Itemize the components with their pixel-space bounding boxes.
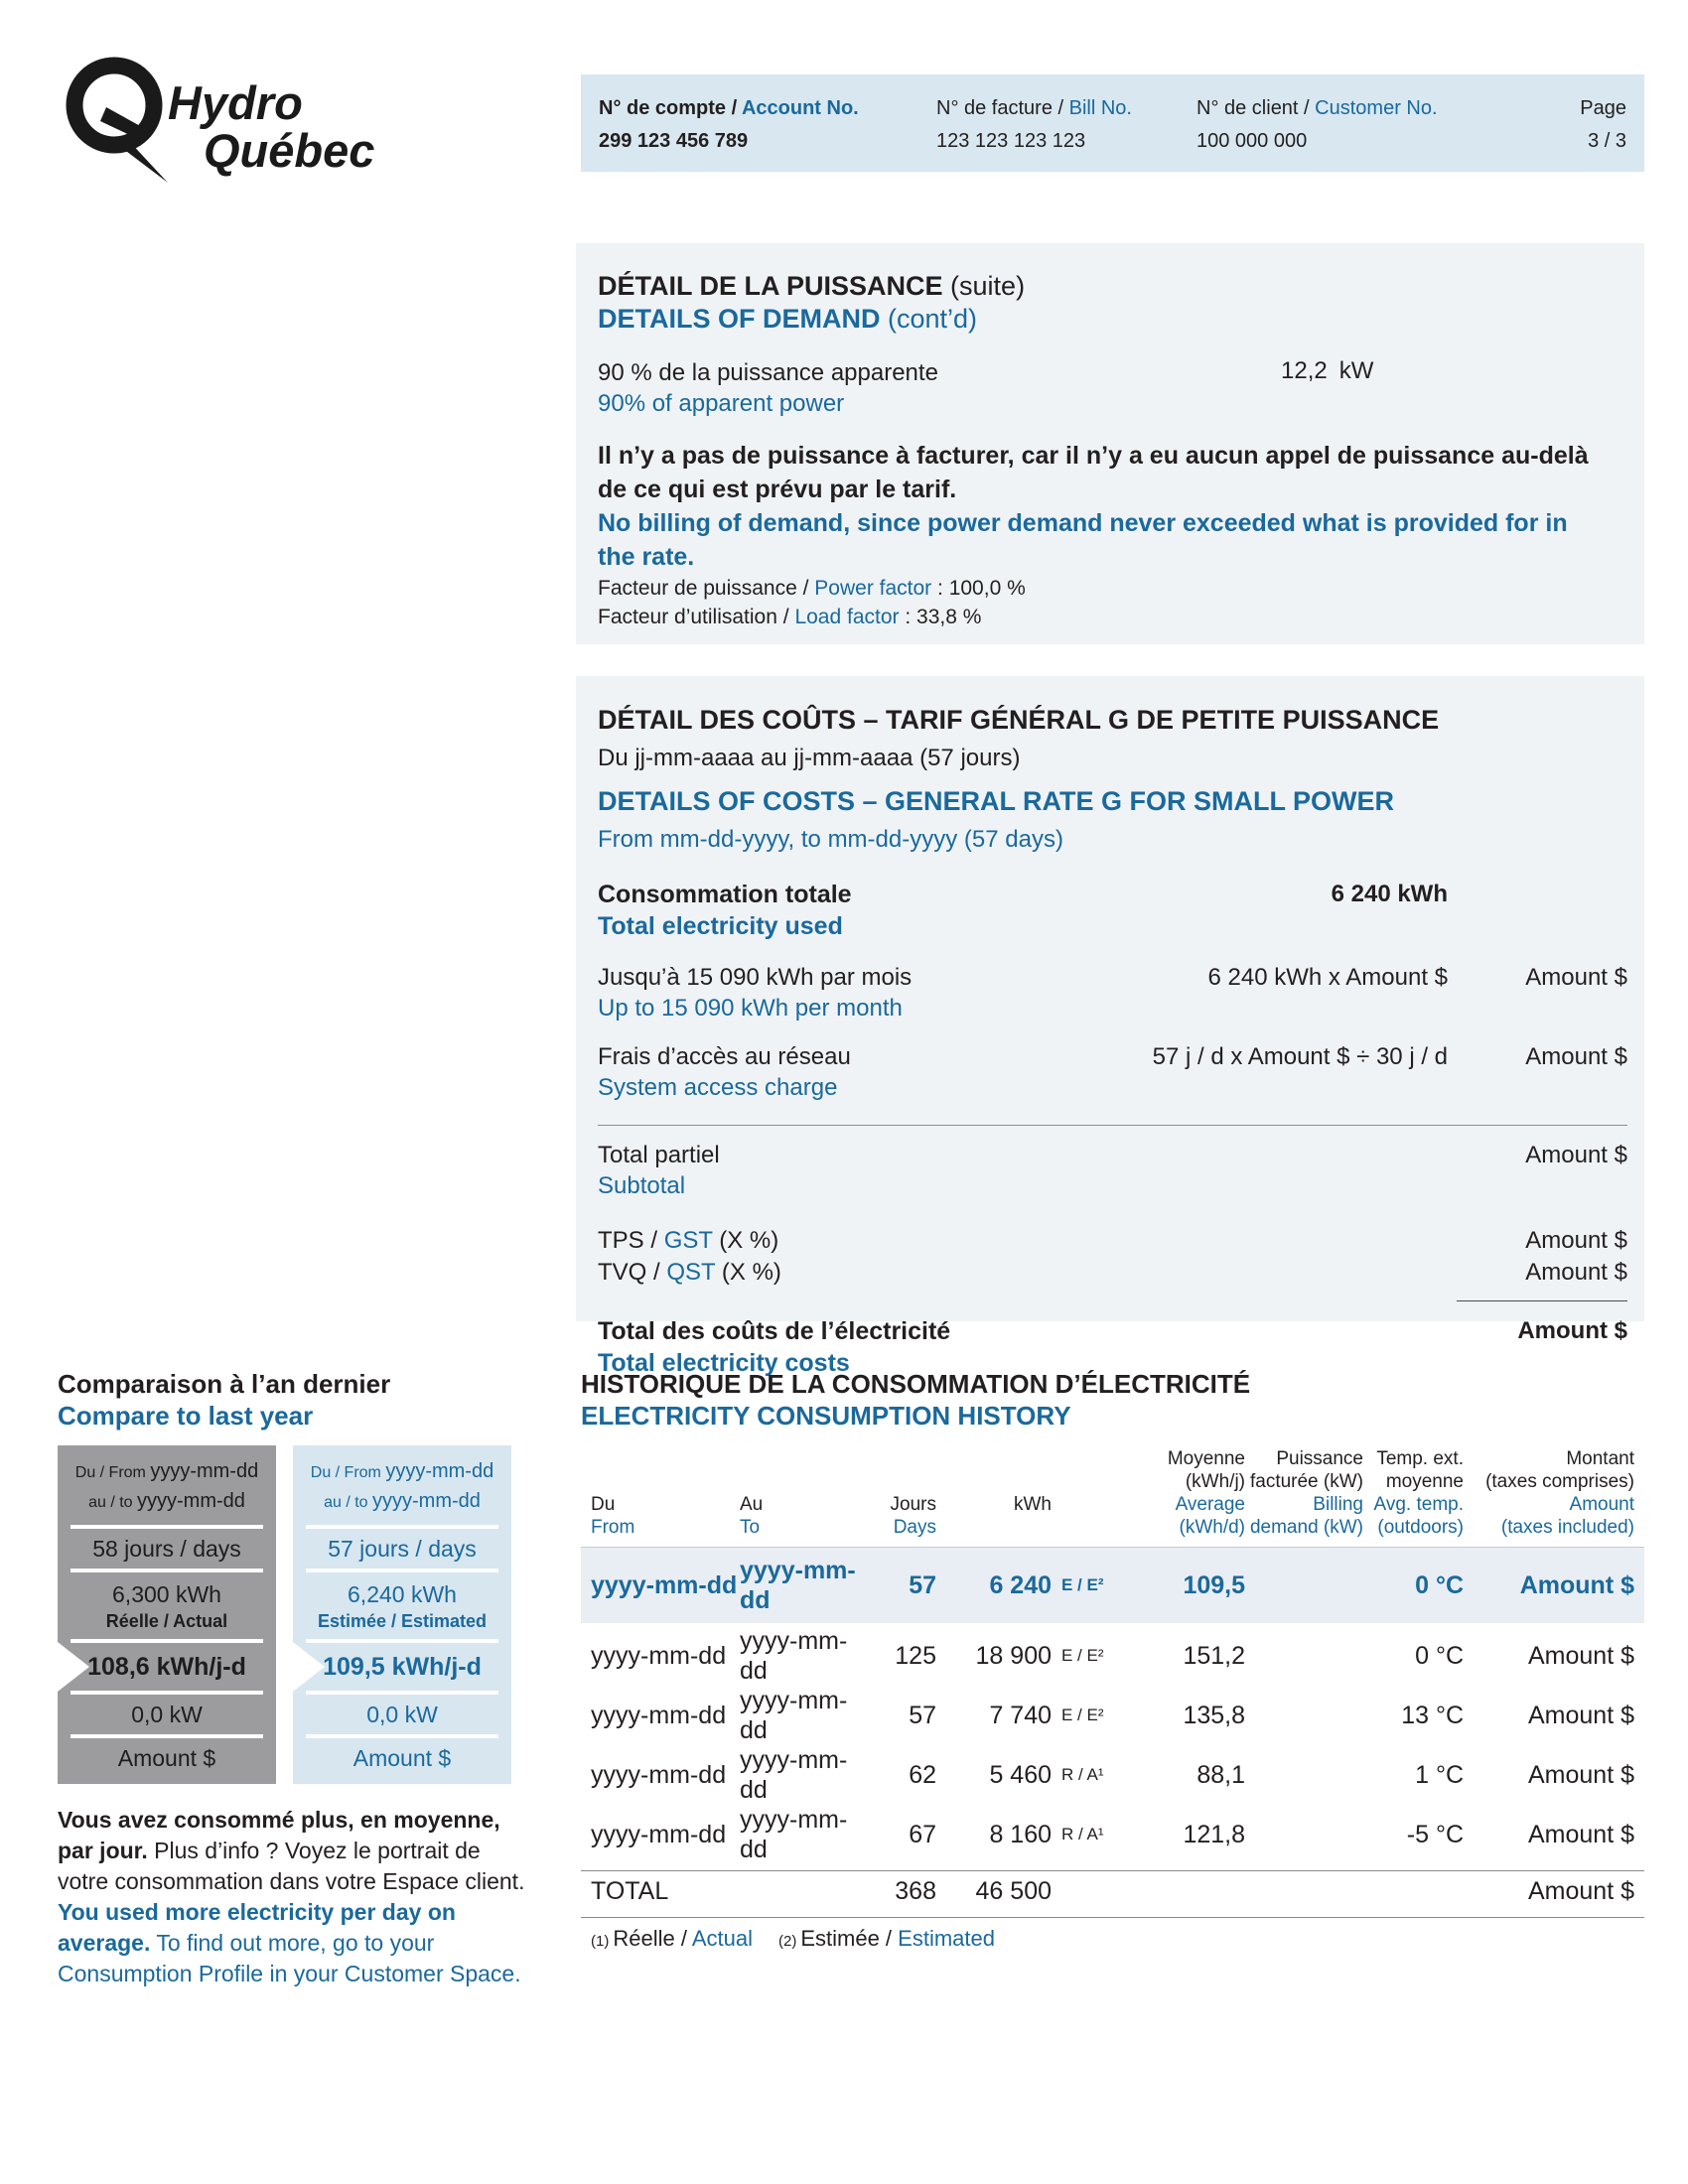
customer-number-value: 100 000 000 [1196,130,1308,152]
customer-number-label [1196,96,1580,120]
history-title-fr: HISTORIQUE DE LA CONSOMMATION D’ÉLECTRICITÉ [581,1369,1251,1399]
cell-amount: Amount $ [1519,1571,1634,1599]
demand-title-en-main: DETAILS OF DEMAND [598,304,881,334]
divider [70,1569,263,1572]
comparison-note-fr-rest: Plus d’info ? Voyez le portrait de votre consommation dans votre Espace client. [58,1838,525,1894]
current-to-value: yyyy-mm-dd [372,1490,481,1512]
history-row [581,1745,1644,1805]
comparison-box-last-year [58,1445,276,1784]
cell-from: yyyy-mm-dd [591,1821,727,1848]
gst-label [598,1225,1448,1256]
lastyear-to-value: yyyy-mm-dd [137,1490,245,1512]
col-amount-en2: (taxes included) [1500,1517,1634,1538]
subtotal-divider [598,1125,1627,1126]
col-header-to [740,1493,867,1539]
current-to-label: au / to [324,1494,373,1511]
costs-period-fr: Du jj-mm-aaaa au jj-mm-aaaa (57 jours) [598,745,1021,771]
lastyear-to-line [58,1487,276,1517]
cell-average: 135,8 [1183,1702,1245,1729]
lastyear-to-label: au / to [88,1494,138,1511]
current-kwh: 6,240 kWh [348,1581,457,1607]
lastyear-amount: Amount $ [117,1745,216,1771]
demand-title-en [598,303,1624,336]
lastyear-from-line [58,1457,276,1487]
cell-amount: Amount $ [1527,1761,1634,1789]
col-header-average [1132,1447,1245,1539]
demand-title-fr [598,270,1624,303]
total-kwh: 46 500 [975,1877,1052,1905]
current-kwh-per-day: 109,5 kWh/j-d [293,1643,511,1691]
col-temp-fr2: moyenne [1385,1471,1464,1492]
energy-tier-label-fr: Jusqu’à 15 090 kWh par mois [598,964,913,991]
cell-reading-tag: E / E² [1061,1706,1104,1724]
access-charge-label-en: System access charge [598,1074,838,1101]
current-days: 57 jours / days [328,1536,477,1562]
lastyear-from-label: Du / From [74,1464,151,1481]
col-from-fr: Du [591,1494,616,1515]
cell-from: yyyy-mm-dd [591,1642,727,1670]
col-to-en: To [740,1517,761,1538]
power-factor-fr: Facteur de puissance / [598,577,815,600]
account-number-block [599,96,936,172]
col-demand-fr2: facturée (kW) [1249,1471,1363,1492]
cell-average: 121,8 [1183,1821,1245,1848]
power-factor-line [598,574,1624,603]
history-total-divider-bottom [581,1917,1644,1918]
page-indicator [1580,96,1626,172]
cell-reading-tag: E / E² [1061,1575,1104,1594]
total-consumption-value: 6 240 kWh [1331,881,1448,907]
comparison-boxes [58,1445,511,1784]
bill-number-block [936,96,1196,172]
cell-to: yyyy-mm-dd [740,1557,856,1614]
total-costs-amount: Amount $ [1517,1317,1627,1344]
divider [306,1569,498,1572]
apparent-power-row [598,357,1624,419]
cell-to: yyyy-mm-dd [740,1806,848,1863]
history-row [581,1805,1644,1864]
current-reading-kind: Estimée / Estimated [317,1611,488,1631]
total-consumption-labels [598,879,1332,942]
total-consumption-row [598,879,1627,942]
comparison-note-fr [58,1805,526,1897]
col-avg-fr1: Moyenne [1167,1448,1245,1469]
energy-tier-row [598,962,1627,1024]
comparison-box-current [293,1445,511,1784]
cell-temp: 1 °C [1415,1761,1464,1789]
load-factor-en: Load factor [794,606,900,628]
lastyear-reading-kind: Réelle / Actual [105,1611,228,1631]
history-legend [581,1924,1644,1957]
col-amount-fr2: (taxes comprises) [1485,1471,1634,1492]
apparent-power-label-en: 90% of apparent power [598,390,845,417]
energy-tier-calc: 6 240 kWh x Amount $ [1207,964,1448,991]
qst-label-rate: (X %) [715,1259,781,1286]
lastyear-kwh-per-day: 108,6 kWh/j-d [58,1643,276,1691]
apparent-power-value [1281,357,1373,385]
col-days-fr: Jours [890,1494,936,1515]
cell-from: yyyy-mm-dd [591,1571,738,1599]
cell-kwh: 8 160 [989,1821,1052,1848]
col-amount-en1: Amount [1569,1494,1634,1515]
cell-amount: Amount $ [1527,1642,1634,1670]
comparison-note-en [58,1897,526,1989]
customer-label-fr: N° de client / [1196,97,1316,119]
total-divider [1457,1300,1627,1301]
subtotal-label-en: Subtotal [598,1172,686,1199]
cell-kwh: 6 240 [989,1571,1052,1599]
history-title-en: ELECTRICITY CONSUMPTION HISTORY [581,1401,1071,1431]
hydro-quebec-logo [55,50,382,189]
history-row [581,1686,1644,1745]
cell-temp: 0 °C [1415,1642,1464,1670]
history-total-row [581,1871,1644,1911]
gst-amount: Amount $ [1525,1227,1627,1254]
col-from-en: From [591,1517,635,1538]
cell-to: yyyy-mm-dd [740,1687,848,1744]
current-from-value: yyyy-mm-dd [385,1460,494,1482]
col-header-temp [1363,1447,1464,1539]
history-row-current [581,1547,1644,1623]
cell-from: yyyy-mm-dd [591,1702,727,1729]
energy-tier-label-en: Up to 15 090 kWh per month [598,995,903,1022]
demand-title-fr-note: (suite) [942,271,1026,301]
access-charge-calc: 57 j / d x Amount $ ÷ 30 j / d [1152,1043,1448,1070]
col-temp-en2: (outdoors) [1377,1517,1464,1538]
comparison-title-en: Compare to last year [58,1401,314,1431]
cell-reading-tag: E / E² [1061,1646,1104,1665]
legend-marker-2: (2) [778,1933,797,1950]
comparison-note-en-rest: To find out more, go to your Consumption Profile in your Customer Space. [58,1930,521,1986]
col-temp-fr1: Temp. ext. [1376,1448,1464,1469]
comparison-title-fr: Comparaison à l’an dernier [58,1369,391,1399]
qst-amount: Amount $ [1525,1259,1627,1286]
comparison-title-block [58,1368,390,1432]
costs-period-en: From mm-dd-yyyy, to mm-dd-yyyy (57 days) [598,826,1063,853]
cell-amount: Amount $ [1527,1702,1634,1729]
comparison-note-fr-bold: Vous avez consommé plus, en moyenne, par jour. [58,1807,500,1863]
subtotal-amount: Amount $ [1525,1142,1627,1168]
col-demand-en2: demand (kW) [1249,1517,1363,1538]
gst-label-fr: TPS / [598,1227,664,1254]
col-kwh-fr: kWh [1014,1494,1052,1515]
customer-number-block [1196,96,1580,172]
cell-from: yyyy-mm-dd [591,1761,727,1789]
col-header-from [591,1493,740,1539]
history-title-block [581,1368,1250,1432]
col-avg-en2: (kWh/d) [1179,1517,1245,1538]
total-costs-label-en: Total electricity costs [598,1349,850,1377]
history-table-header [581,1447,1644,1539]
demand-title-fr-main: DÉTAIL DE LA PUISSANCE [598,271,943,301]
col-days-en: Days [893,1517,936,1538]
cell-average: 88,1 [1196,1761,1245,1789]
legend-estimated-en: Estimated [898,1926,995,1951]
power-factor-value: : 100,0 % [931,577,1026,600]
access-charge-amount: Amount $ [1525,1043,1627,1070]
total-costs-label-fr: Total des coûts de l’électricité [598,1317,951,1345]
page-label: Page [1580,97,1626,119]
current-to-line [293,1487,511,1517]
logo-text-quebec: Québec [204,124,375,177]
apparent-power-label-fr: 90 % de la puissance apparente [598,359,938,386]
cell-reading-tag: R / A¹ [1061,1765,1104,1784]
col-to-fr: Au [740,1494,764,1515]
load-factor-fr: Facteur d’utilisation / [598,606,795,628]
col-demand-en1: Billing [1313,1494,1363,1515]
col-avg-fr2: (kWh/j) [1185,1471,1245,1492]
bill-label-en: Bill No. [1068,97,1132,119]
total-consumption-label-en: Total electricity used [598,912,843,940]
legend-estimated-fr: Estimée / [800,1926,899,1951]
legend-actual-fr: Réelle / [613,1926,692,1951]
cell-reading-tag: R / A¹ [1061,1825,1104,1843]
total-label: TOTAL [591,1877,669,1905]
access-charge-label-fr: Frais d’accès au réseau [598,1043,851,1070]
col-demand-fr1: Puissance [1276,1448,1363,1469]
logo-text-hydro: Hydro [168,76,303,129]
qst-label-en: QST [666,1259,716,1286]
no-billing-note-en: No billing of demand, since power demand never exceeded what is provided for in the rate. [598,509,1568,571]
lastyear-kwh: 6,300 kWh [112,1581,221,1607]
total-consumption-label-fr: Consommation totale [598,881,852,908]
lastyear-days: 58 jours / days [92,1536,241,1562]
energy-tier-labels [598,962,1208,1024]
gst-label-en: GST [663,1227,713,1254]
current-kw: 0,0 kW [366,1702,438,1727]
col-header-days [867,1493,936,1539]
legend-actual-en: Actual [691,1926,753,1951]
comparison-note [58,1805,526,1989]
account-number-label [599,96,936,120]
cell-temp: -5 °C [1406,1821,1464,1848]
qst-label-fr: TVQ / [598,1259,667,1286]
cell-amount: Amount $ [1527,1821,1634,1848]
current-amount: Amount $ [352,1745,452,1771]
total-days: 368 [895,1877,936,1905]
cost-details-section [576,676,1644,1377]
account-label-fr: N° de compte / [599,97,742,119]
col-header-kwh [936,1493,1052,1539]
account-header-bar [581,74,1644,172]
qst-label [598,1257,1448,1288]
demand-title-en-note: (cont’d) [880,304,978,334]
cell-days: 67 [909,1821,936,1848]
subtotal-labels [598,1140,1448,1201]
access-charge-labels [598,1041,1153,1103]
cell-days: 57 [909,1571,936,1599]
gst-label-rate: (X %) [712,1227,779,1254]
load-factor-line [598,603,1624,631]
history-table [581,1447,1644,1957]
subtotal-row [598,1140,1627,1201]
legend-marker-1: (1) [591,1933,610,1950]
bill-number-label [936,96,1196,120]
page-value: 3 / 3 [1588,130,1626,152]
apparent-power-unit: kW [1338,357,1374,384]
gst-row [598,1225,1627,1257]
current-from-label: Du / From [310,1464,386,1481]
account-number-value: 299 123 456 789 [599,130,749,152]
cell-temp: 13 °C [1401,1702,1464,1729]
cell-days: 57 [909,1702,936,1729]
load-factor-value: : 33,8 % [899,606,982,628]
current-from-line [293,1457,511,1487]
customer-label-en: Customer No. [1315,97,1438,119]
apparent-power-number: 12,2 [1281,357,1328,384]
costs-title-fr: DÉTAIL DES COÛTS – TARIF GÉNÉRAL G DE PETITE PUISSANCE [598,705,1440,735]
access-charge-row [598,1041,1627,1103]
cell-kwh: 7 740 [989,1702,1052,1729]
cell-temp: 0 °C [1415,1571,1464,1599]
costs-title-en: DETAILS OF COSTS – GENERAL RATE G FOR SMALL POWER [598,786,1395,816]
history-row [581,1626,1644,1686]
energy-tier-amount: Amount $ [1525,964,1627,991]
col-avg-en1: Average [1175,1494,1245,1515]
cell-average: 109,5 [1183,1571,1245,1599]
col-temp-en1: Avg. temp. [1373,1494,1464,1515]
cell-kwh: 18 900 [975,1642,1052,1670]
lastyear-from-value: yyyy-mm-dd [150,1460,259,1482]
cell-to: yyyy-mm-dd [740,1627,848,1685]
cell-average: 151,2 [1183,1642,1245,1670]
cell-to: yyyy-mm-dd [740,1746,848,1804]
demand-details-section [576,243,1644,644]
bill-label-fr: N° de facture / [936,97,1069,119]
subtotal-label-fr: Total partiel [598,1142,720,1168]
cell-days: 125 [895,1642,936,1670]
cell-kwh: 5 460 [989,1761,1052,1789]
bill-number-value: 123 123 123 123 [936,130,1086,152]
qst-row [598,1257,1627,1289]
lastyear-kw: 0,0 kW [131,1702,203,1727]
cell-days: 62 [909,1761,936,1789]
col-header-billing-demand [1245,1447,1363,1539]
col-amount-fr1: Montant [1566,1448,1634,1469]
power-factor-en: Power factor [814,577,932,600]
comparison-note-en-bold: You used more electricity per day on average. [58,1899,456,1956]
col-header-amount [1464,1447,1634,1539]
total-amount: Amount $ [1527,1877,1634,1905]
account-label-en: Account No. [741,97,859,119]
no-billing-note-fr: Il n’y a pas de puissance à facturer, car il n’y a eu aucun appel de puissance au-delà de ce qui est prévu par le tarif. [598,442,1589,503]
